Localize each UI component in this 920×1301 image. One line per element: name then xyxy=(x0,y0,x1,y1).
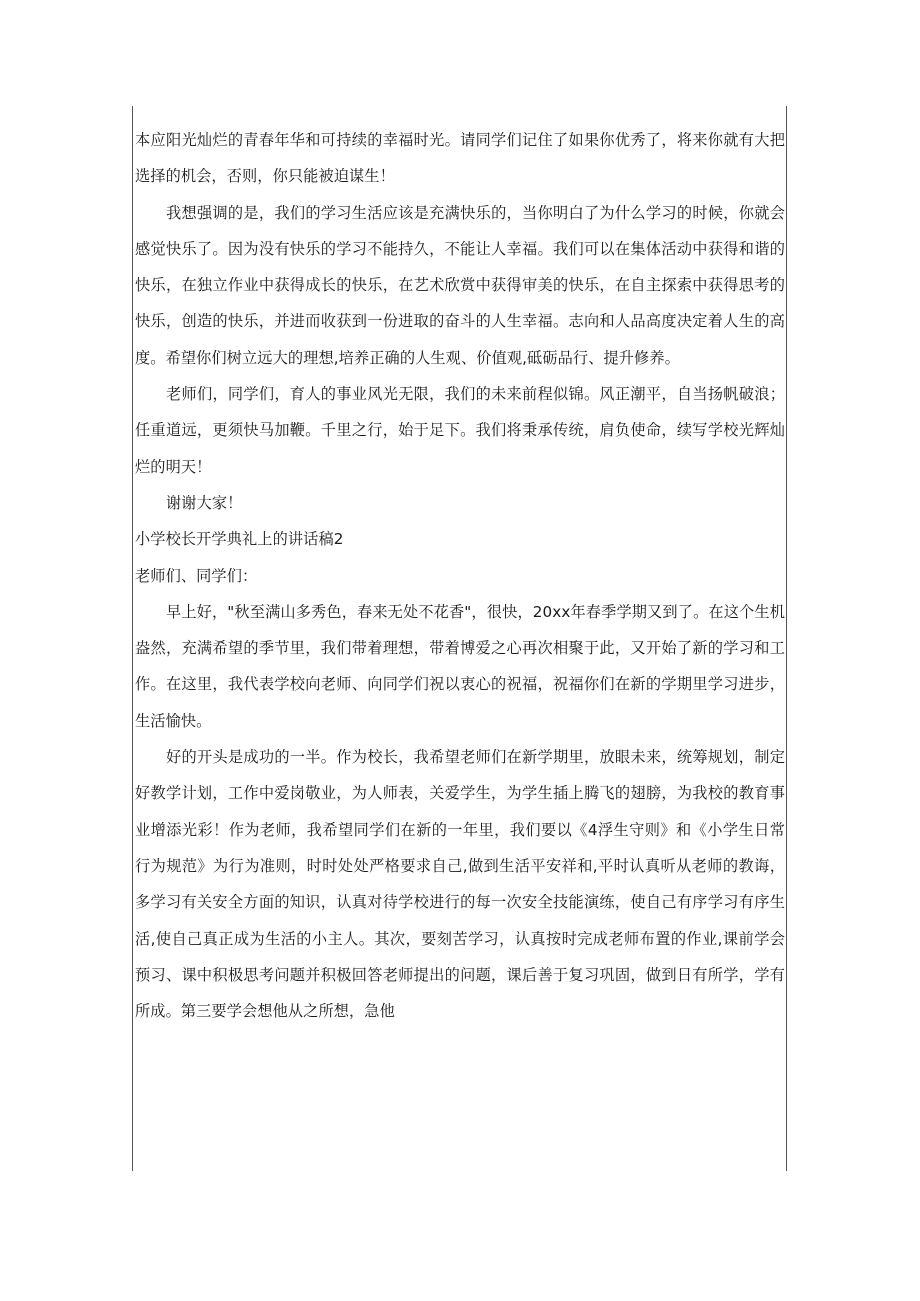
salutation: 老师们、同学们： xyxy=(135,566,258,585)
paragraph-happy-learning: 我想强调的是，我们的学习生活应该是充满快乐的，当你明白了为什么学习的时候，你就会感觉快乐了。因为没有快乐的学习不能持久，不能让人幸福。我们可以在集体活动中获得和谐的快乐，在独立作业中获得成长的快乐，在艺术欣赏中获得审美的快乐，在自主探索中获得思考的快乐，创造的快乐，并进而收获到一份进取的奋斗的人生幸福。志向和人品高度决定着人生的高度。希望你们树立远大的理想,培养正确的人生观、价值观,砥砺品行、提升修养。 xyxy=(135,203,785,367)
paragraph-good-start: 好的开头是成功的一半。作为校长，我希望老师们在新学期里，放眼未来，统筹规划，制定好教学计划，工作中爱岗敬业，为人师表，关爱学生，为学生插上腾飞的翅膀，为我校的教育事业增添光彩！作为老师，我希望同学们在新的一年里，我们要以《4浮生守则》和《小学生日常行为规范》为行为准则，时时处处严格要求自己,做到生活平安祥和,平时认真听从老师的教诲，多学习有关安全方面的知识，认真对待学校进行的每一次安全技能演练，使自己有序学习有序生活,使自己真正成为生活的小主人。其次，要刻苦学习，认真按时完成老师布置的作业,课前学会预习、课中积极思考问题并积极回答老师提出的问题，课后善于复习巩固，做到日有所学，学有所成。第三要学会想他从之所想，急他 xyxy=(135,748,785,1021)
paragraph-thanks: 谢谢大家！ xyxy=(166,493,243,512)
right-margin-rule xyxy=(786,106,787,1171)
paragraph-continuation: 本应阳光灿烂的青春年华和可持续的幸福时光。请同学们记住了如果你优秀了，将来你就有大把选择的机会，否则，你只能被迫谋生！ xyxy=(135,131,785,186)
paragraph-closing-wishes: 老师们，同学们，育人的事业风光无限，我们的未来前程似锦。风正潮平，自当扬帆破浪；任重道远，更须快马加鞭。千里之行，始于足下。我们将秉承传统，肩负使命，续写学校光辉灿烂的明天！ xyxy=(135,385,785,476)
section-heading: 小学校长开学典礼上的讲话稿2 xyxy=(135,530,344,549)
document-body xyxy=(135,122,785,1029)
paragraph-greeting: 早上好，"秋至满山多秀色，春来无处不花香"，很快，20xx年春季学期又到了。在这个生机盎然，充满希望的季节里，我们带着理想，带着博爱之心再次相聚于此，又开始了新的学习和工作。在这里，我代表学校向老师、向同学们祝以衷心的祝福，祝福你们在新的学期里学习进步，生活愉快。 xyxy=(135,602,785,730)
left-margin-rule xyxy=(132,106,133,1171)
